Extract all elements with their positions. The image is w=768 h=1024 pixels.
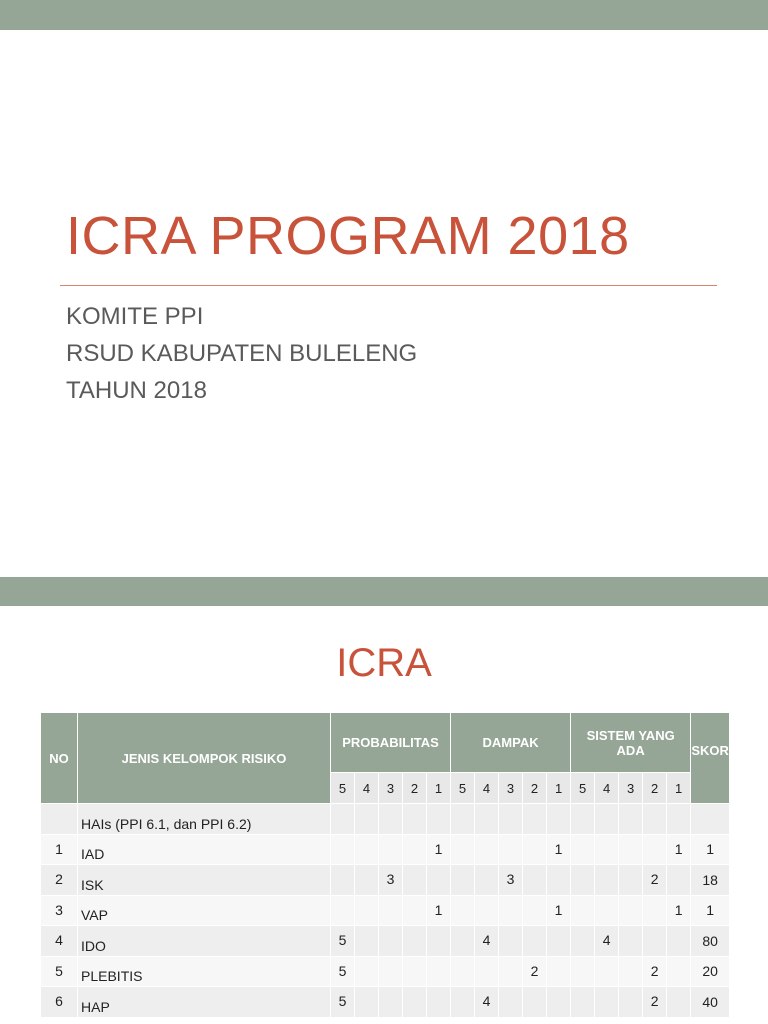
row-sistem-cell [595, 804, 619, 835]
scale-sistem-1: 1 [667, 773, 691, 804]
row-prob-cell [331, 895, 355, 926]
scale-dampak-1: 1 [547, 773, 571, 804]
table-row [41, 926, 730, 957]
row-skor: 80 [691, 926, 730, 957]
row-prob-cell [355, 956, 379, 987]
row-prob-cell [427, 987, 451, 1018]
row-sistem-cell [667, 956, 691, 987]
row-prob-cell: 5 [331, 987, 355, 1018]
row-sistem-cell: 1 [667, 834, 691, 865]
table-row [41, 987, 730, 1018]
row-dampak-cell [523, 804, 547, 835]
row-sistem-cell [571, 865, 595, 896]
row-dampak-cell: 1 [547, 895, 571, 926]
row-sistem-cell [595, 834, 619, 865]
row-prob-cell [379, 926, 403, 957]
row-risk-name: IDO [78, 926, 331, 957]
header-dampak: DAMPAK [451, 713, 571, 773]
row-no: 3 [41, 895, 78, 926]
row-prob-cell: 5 [331, 926, 355, 957]
row-sistem-cell [619, 956, 643, 987]
row-prob-cell [403, 895, 427, 926]
row-dampak-cell [547, 987, 571, 1018]
slide2-decor-band [0, 577, 768, 606]
row-dampak-cell [499, 956, 523, 987]
scale-sistem-4: 4 [595, 773, 619, 804]
row-skor: 18 [691, 865, 730, 896]
row-dampak-cell [451, 865, 475, 896]
row-sistem-cell [619, 804, 643, 835]
row-dampak-cell [499, 895, 523, 926]
table-row [41, 895, 730, 926]
row-prob-cell [403, 987, 427, 1018]
row-prob-cell: 3 [379, 865, 403, 896]
row-risk-name: HAIs (PPI 6.1, dan PPI 6.2) [78, 804, 331, 835]
row-dampak-cell [499, 804, 523, 835]
row-sistem-cell [667, 804, 691, 835]
scale-prob-4: 4 [355, 773, 379, 804]
row-no: 5 [41, 956, 78, 987]
header-probabilitas: PROBABILITAS [331, 713, 451, 773]
row-prob-cell [331, 865, 355, 896]
row-no: 2 [41, 865, 78, 896]
row-prob-cell: 1 [427, 895, 451, 926]
row-dampak-cell [547, 956, 571, 987]
row-prob-cell [355, 895, 379, 926]
row-sistem-cell [619, 895, 643, 926]
row-no: 4 [41, 926, 78, 957]
scale-prob-2: 2 [403, 773, 427, 804]
row-dampak-cell [475, 804, 499, 835]
icra-title: ICRA [336, 641, 432, 685]
row-prob-cell: 5 [331, 956, 355, 987]
row-prob-cell [403, 926, 427, 957]
subtitle-line-hospital: RSUD KABUPATEN BULELENG [66, 340, 418, 367]
row-dampak-cell: 4 [475, 987, 499, 1018]
row-dampak-cell [523, 834, 547, 865]
subtitle-line-committee: KOMITE PPI [66, 303, 204, 330]
row-prob-cell [403, 865, 427, 896]
title-underline [60, 285, 717, 286]
row-dampak-cell [523, 926, 547, 957]
row-prob-cell [427, 865, 451, 896]
row-risk-name: ISK [78, 865, 331, 896]
subtitle-line-year: TAHUN 2018 [66, 377, 207, 404]
row-sistem-cell [667, 987, 691, 1018]
row-sistem-cell [643, 895, 667, 926]
row-prob-cell [427, 926, 451, 957]
row-skor: 40 [691, 987, 730, 1018]
top-decor-band [0, 0, 768, 30]
scale-prob-5: 5 [331, 773, 355, 804]
row-dampak-cell [475, 895, 499, 926]
row-risk-name: VAP [78, 895, 331, 926]
row-dampak-cell: 2 [523, 956, 547, 987]
row-skor: 1 [691, 834, 730, 865]
row-prob-cell [355, 804, 379, 835]
row-prob-cell [403, 804, 427, 835]
row-prob-cell [355, 865, 379, 896]
row-sistem-cell [643, 926, 667, 957]
scale-dampak-2: 2 [523, 773, 547, 804]
row-sistem-cell [595, 956, 619, 987]
scale-sistem-5: 5 [571, 773, 595, 804]
row-sistem-cell [619, 926, 643, 957]
scale-sistem-3: 3 [619, 773, 643, 804]
header-jenis-kelompok-risiko: JENIS KELOMPOK RISIKO [78, 713, 331, 804]
row-dampak-cell [475, 834, 499, 865]
row-dampak-cell [475, 956, 499, 987]
row-dampak-cell [451, 987, 475, 1018]
row-dampak-cell [475, 865, 499, 896]
row-dampak-cell [547, 804, 571, 835]
row-risk-name: PLEBITIS [78, 956, 331, 987]
row-dampak-cell [451, 926, 475, 957]
row-dampak-cell [523, 987, 547, 1018]
row-sistem-cell [643, 834, 667, 865]
scale-dampak-3: 3 [499, 773, 523, 804]
row-sistem-cell [619, 834, 643, 865]
table-row [41, 804, 730, 835]
row-skor [691, 804, 730, 835]
header-sistem-yang-ada: SISTEM YANG ADA [571, 713, 691, 773]
row-prob-cell [427, 956, 451, 987]
row-no: 1 [41, 834, 78, 865]
row-dampak-cell [499, 834, 523, 865]
row-dampak-cell: 4 [475, 926, 499, 957]
row-sistem-cell [571, 834, 595, 865]
row-sistem-cell [595, 895, 619, 926]
row-sistem-cell: 4 [595, 926, 619, 957]
row-sistem-cell [619, 987, 643, 1018]
row-skor: 1 [691, 895, 730, 926]
header-no: NO [41, 713, 78, 804]
row-sistem-cell: 2 [643, 987, 667, 1018]
row-dampak-cell [451, 834, 475, 865]
row-prob-cell [403, 834, 427, 865]
row-sistem-cell [571, 926, 595, 957]
row-prob-cell [427, 804, 451, 835]
row-dampak-cell: 1 [547, 834, 571, 865]
row-skor: 20 [691, 956, 730, 987]
row-dampak-cell [451, 956, 475, 987]
icra-table-body [41, 804, 730, 1018]
header-skor: SKOR [691, 713, 730, 804]
row-sistem-cell [571, 956, 595, 987]
row-prob-cell [379, 956, 403, 987]
row-sistem-cell [595, 987, 619, 1018]
row-risk-name: HAP [78, 987, 331, 1018]
row-dampak-cell [451, 804, 475, 835]
row-prob-cell [379, 804, 403, 835]
table-row [41, 865, 730, 896]
scale-prob-1: 1 [427, 773, 451, 804]
row-dampak-cell [523, 865, 547, 896]
row-sistem-cell: 2 [643, 956, 667, 987]
scale-dampak-4: 4 [475, 773, 499, 804]
row-prob-cell [379, 834, 403, 865]
row-prob-cell [331, 804, 355, 835]
row-dampak-cell [451, 895, 475, 926]
scale-dampak-5: 5 [451, 773, 475, 804]
scale-prob-3: 3 [379, 773, 403, 804]
row-prob-cell [355, 834, 379, 865]
row-dampak-cell [499, 987, 523, 1018]
row-prob-cell [403, 956, 427, 987]
table-row [41, 956, 730, 987]
row-sistem-cell [595, 865, 619, 896]
row-sistem-cell [571, 987, 595, 1018]
row-no: 6 [41, 987, 78, 1018]
row-sistem-cell [571, 804, 595, 835]
row-sistem-cell [571, 895, 595, 926]
row-dampak-cell [499, 926, 523, 957]
row-prob-cell [355, 987, 379, 1018]
row-sistem-cell [667, 926, 691, 957]
row-dampak-cell [547, 865, 571, 896]
row-prob-cell [355, 926, 379, 957]
row-prob-cell [379, 987, 403, 1018]
row-dampak-cell [523, 895, 547, 926]
row-sistem-cell: 2 [643, 865, 667, 896]
row-sistem-cell [643, 804, 667, 835]
slide-subtitle [66, 298, 417, 409]
table-row [41, 834, 730, 865]
row-sistem-cell [667, 865, 691, 896]
scale-sistem-2: 2 [643, 773, 667, 804]
row-no [41, 804, 78, 835]
row-sistem-cell: 1 [667, 895, 691, 926]
row-risk-name: IAD [78, 834, 331, 865]
row-prob-cell [331, 834, 355, 865]
icra-table [40, 712, 730, 1018]
slide-title: ICRA PROGRAM 2018 [66, 206, 630, 266]
row-prob-cell [379, 895, 403, 926]
row-prob-cell: 1 [427, 834, 451, 865]
row-dampak-cell [547, 926, 571, 957]
row-sistem-cell [619, 865, 643, 896]
row-dampak-cell: 3 [499, 865, 523, 896]
